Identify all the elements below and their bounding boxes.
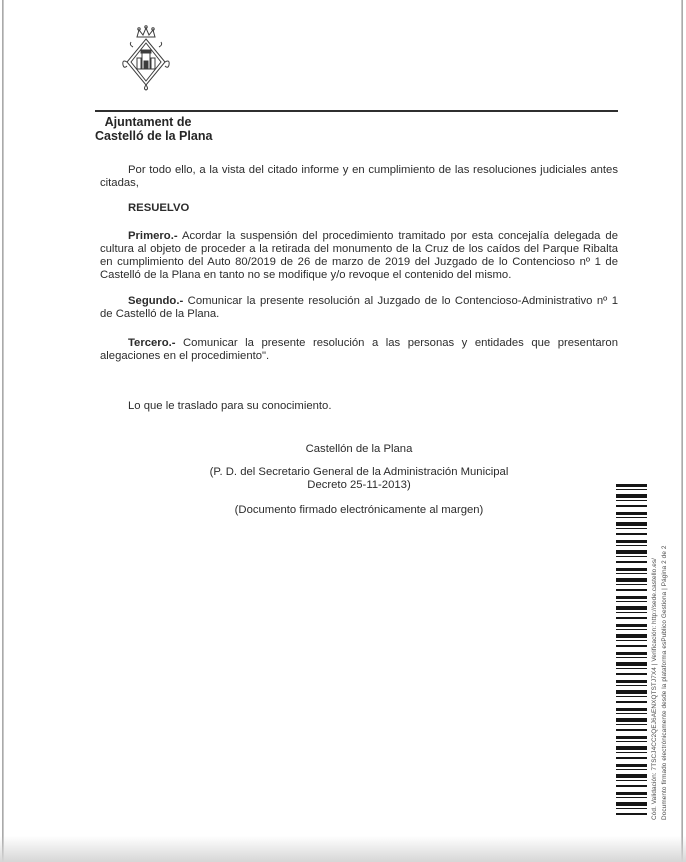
- segundo-text: Comunicar la presente resolución al Juzgado de lo Contencioso-Administrativo nº 1 de Castelló de la Plana.: [100, 295, 618, 320]
- tercero-label: Tercero.-: [128, 337, 176, 349]
- validation-code-line: Cód. Validación: 7TSCJ4CC2QEJ6AENXQTSTJ7X4 | Verificación: http://sede.castello.es/: [651, 557, 658, 820]
- segundo-label: Segundo.-: [128, 295, 184, 307]
- paragraph-intro: Por todo ello, a la vista del citado informe y en cumplimiento de las resoluciones judiciales antes citadas,: [100, 164, 618, 189]
- paragraph-primero: [100, 230, 618, 282]
- page-edge-bottom: [0, 836, 686, 862]
- closing-delegation: [100, 466, 618, 492]
- page-edge-left: [2, 0, 4, 862]
- header-divider: [95, 110, 618, 112]
- closing-delegation-line1: (P. D. del Secretario General de la Administración Municipal: [209, 466, 509, 478]
- organization-name-line2: Castelló de la Plana: [95, 129, 213, 143]
- closing-delegation-line2: Decreto 25-11-2013): [307, 479, 411, 491]
- paragraph-segundo: [100, 295, 618, 321]
- paragraph-tercero: [100, 337, 618, 363]
- platform-line: Documento firmado electrónicamente desde la plataforma esPublico Gestiona | Página 2 de 2: [660, 545, 668, 820]
- signature-margin-text: [650, 484, 669, 820]
- page-edge-right: [681, 0, 683, 862]
- primero-text: Acordar la suspensión del procedimiento tramitado por esta concejalía delegada de cultura al objeto de proceder a la retirada del monumento de la Cruz de los caídos del Parque Ribalta en cumplimiento del Auto 80/2019 de 26 de marzo de 2019 del Juzgado de lo Contencioso nº 1 de Castelló de la Plana en tanto no se modifique y/o revoque el contenido del mismo.: [100, 230, 618, 281]
- barcode: [616, 484, 647, 819]
- organization-name: [95, 115, 213, 143]
- organization-name-line1: Ajuntament de: [104, 115, 192, 129]
- closing-place: Castellón de la Plana: [305, 443, 413, 455]
- resuelvo-heading: RESUELVO: [128, 202, 190, 214]
- paragraph-traslado: Lo que le traslado para su conocimiento.: [128, 400, 332, 412]
- electronic-signature-note: (Documento firmado electrónicamente al margen): [234, 504, 484, 516]
- primero-label: Primero.-: [128, 230, 178, 242]
- tercero-text: Comunicar la presente resolución a las personas y entidades que presentaron alegaciones en el procedimiento".: [100, 337, 618, 362]
- coat-of-arms-icon: [117, 25, 175, 91]
